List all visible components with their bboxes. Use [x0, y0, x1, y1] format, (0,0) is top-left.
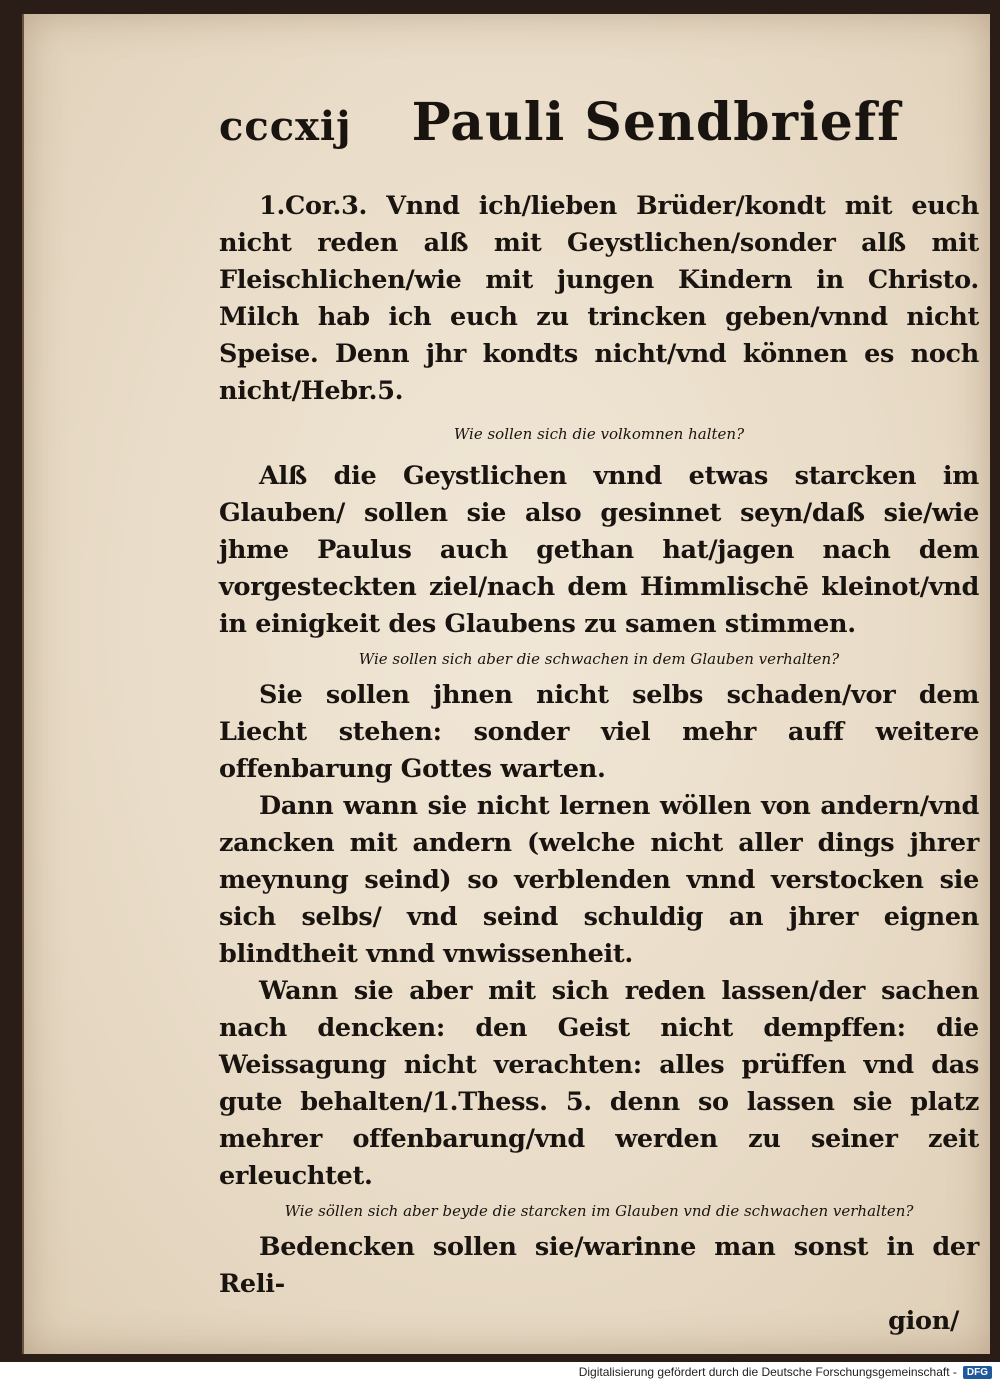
- paragraph-6: Bedencken sollen sie/warinne man sonst in der Reli-: [219, 1232, 979, 1299]
- paragraph-1: 1.Cor.3. Vnnd ich/lieben Brüder/kondt mit euch nicht reden alß mit Geystlichen/sonder alß mit Fleischlichen/wie mit jungen Kindern in Christo. Milch hab ich euch zu trincken geben/vnnd nicht Speise. Denn jhr kondts nicht/vnd können es noch nicht/Hebr.5.: [219, 191, 979, 406]
- digitization-footer: [579, 1362, 992, 1382]
- footer-credit: Digitalisierung gefördert durch die Deutsche Forschungsgemeinschaft -: [578, 1365, 957, 1379]
- paragraph-3: Sie sollen jhnen nicht selbs schaden/vor dem Liecht stehen: sonder viel mehr auff weitere offenbarung Gottes warten.: [219, 680, 979, 784]
- paragraph-4: Dann wann sie nicht lernen wöllen von andern/vnd zancken mit andern (welche nicht aller dings jhrer meynung seind) so verblenden vnnd verstocken sie sich selbs/ vnd seind schuldig an jhrer eignen blindtheit vnnd vnwissenheit.: [219, 791, 979, 969]
- folio-number: cccxij: [219, 103, 352, 150]
- question-heading-3: Wie söllen sich aber beyde die starcken im Glauben vnd die schwachen verhalten?: [284, 1202, 914, 1220]
- text-block: [219, 92, 979, 1340]
- paragraph-2: Alß die Geystlichen vnnd etwas starcken im Glauben/ sollen sie also gesinnet seyn/daß sie/wie jhme Paulus auch gethan hat/jagen nach dem vorgesteckten ziel/nach dem Himmlischē kleinot/vnd in einigkeit des Glaubens zu samen stimmen.: [219, 461, 979, 639]
- page-header: [219, 92, 979, 188]
- question-heading-1: Wie sollen sich die volkomnen halten?: [453, 425, 745, 443]
- catchword: gion/: [888, 1306, 959, 1336]
- book-page: [22, 14, 990, 1354]
- running-head: Pauli Sendbrieff: [411, 92, 901, 153]
- dfg-logo-icon: DFG: [963, 1366, 992, 1379]
- question-heading-2: Wie sollen sich aber die schwachen in dem Glauben verhalten?: [358, 650, 840, 668]
- paragraph-5: Wann sie aber mit sich reden lassen/der sachen nach dencken: den Geist nicht dempffen: die Weissagung nicht verachten: alles prüffen vnd das gute behalten/1.Thess. 5. denn so lassen sie platz mehrer offenbarung/vnd werden zu seiner zeit erleuchtet.: [219, 976, 979, 1191]
